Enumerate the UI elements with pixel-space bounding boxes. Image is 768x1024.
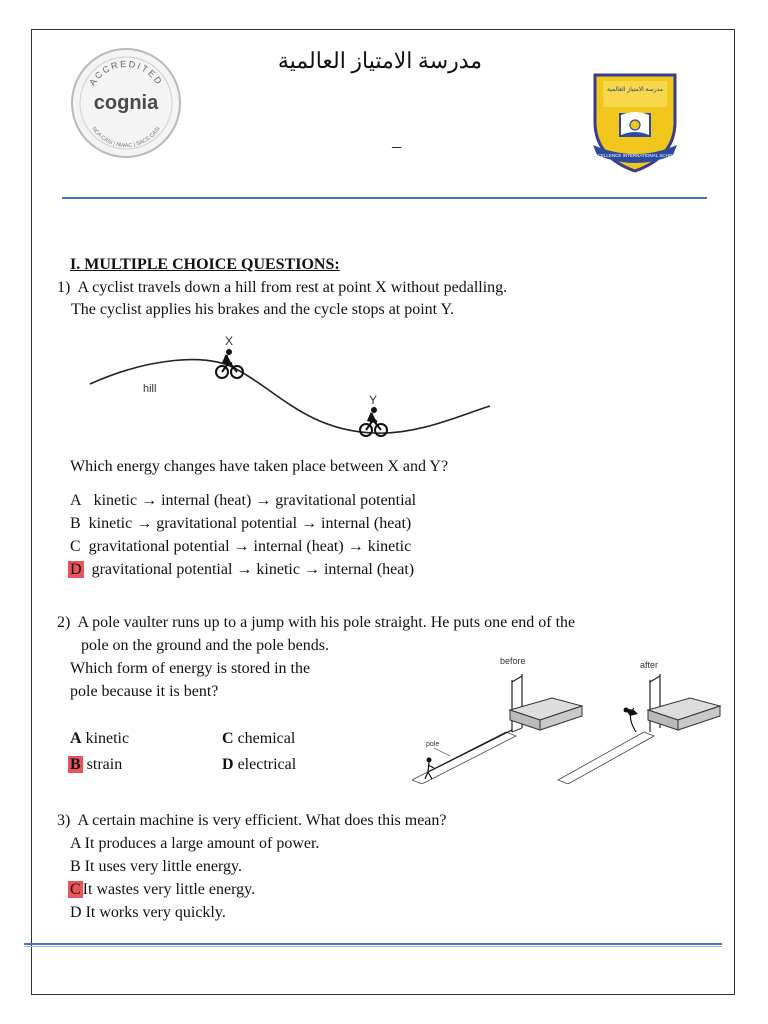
q1-option-d-letter-marked: D (70, 561, 82, 578)
q2-option-d (222, 754, 296, 776)
q2-option-d-text: electrical (237, 756, 297, 773)
q2-option-c-letter: C (222, 730, 234, 747)
crest-arabic-text: مدرسة الامتياز العالمية (606, 87, 664, 93)
before-scene (412, 674, 582, 784)
q3-number: 3) (57, 812, 71, 829)
q1-option-d-text: gravitational potential → kinetic → internal (heat) (91, 561, 415, 578)
q3-text-line1: A certain machine is very efficient. What does this mean? (77, 812, 447, 829)
header-dash: – (392, 136, 401, 156)
pole-vault-diagram (412, 652, 730, 784)
q1-option-a-letter: A (70, 492, 82, 509)
q2-line1 (57, 612, 575, 634)
footer-rule-thin (24, 946, 722, 947)
school-name-arabic: مدرسة الامتياز العالمية (277, 48, 483, 73)
q2-option-a-text: kinetic (85, 730, 130, 747)
pole-label: pole (426, 741, 440, 748)
q2-number: 2) (57, 614, 71, 631)
crest-english-text: EXCELLENCE INTERNATIONAL SCHOOL (591, 153, 679, 158)
q3-option-a (70, 833, 319, 855)
q1-option-b-text: kinetic → gravitational potential → internal (heat) (88, 515, 412, 532)
q2-option-b-text: strain (86, 756, 123, 773)
q1-option-b-letter: B (70, 515, 81, 532)
q3-option-d (70, 902, 226, 924)
q1-option-c-text: gravitational potential → internal (heat) → kinetic (88, 538, 412, 555)
cognia-accreditation-logo (70, 47, 182, 159)
hill-curve (90, 360, 490, 433)
school-crest-logo (585, 67, 685, 175)
q2-option-b-letter-marked: B (70, 756, 81, 773)
q2-option-b (68, 754, 122, 776)
before-label: before (500, 656, 526, 666)
q2-option-a (70, 728, 129, 750)
q3-option-c-letter-marked: C (70, 881, 81, 898)
q1-option-a-text: kinetic → internal (heat) → gravitational potential (93, 492, 417, 509)
q3-option-b-letter: B (70, 858, 81, 875)
q3-line1 (57, 810, 447, 832)
point-y-label: Y (369, 393, 378, 407)
q1-line2: The cyclist applies his brakes and the cycle stops at point Y. (71, 301, 455, 318)
q2-line2: pole on the ground and the pole bends. (81, 637, 329, 654)
section-heading: I. MULTIPLE CHOICE QUESTIONS: (70, 256, 340, 273)
accreditation-bodies: NCA CASI | NWAC | SACS CASI (90, 125, 162, 150)
q1-prompt: Which energy changes have taken place between X and Y? (70, 458, 449, 475)
q1-number: 1) (57, 279, 71, 296)
after-scene (558, 674, 720, 784)
q2-line4: pole because it is bent? (70, 683, 219, 700)
q3-option-a-letter: A (70, 835, 81, 852)
q2-option-d-letter: D (222, 756, 234, 773)
footer-rule (24, 943, 722, 945)
q1-option-d (68, 559, 414, 581)
cognia-brand: cognia (93, 92, 159, 114)
q1-option-c (70, 536, 411, 558)
q3-option-d-letter: D (70, 904, 82, 921)
q2-option-c (222, 728, 295, 750)
q3-option-d-text: It works very quickly. (85, 904, 226, 921)
q2-text-line1: A pole vaulter runs up to a jump with his pole straight. He puts one end of the (77, 614, 576, 631)
q1-text-line1: A cyclist travels down a hill from rest at point X without pedalling. (77, 279, 508, 296)
header-rule (62, 197, 707, 199)
q3-option-a-text: It produces a large amount of power. (84, 835, 320, 852)
q2-option-a-letter: A (70, 730, 82, 747)
q1-line1 (57, 277, 507, 299)
q1-option-b (70, 513, 411, 535)
hill-label: hill (143, 383, 157, 395)
q2-line3: Which form of energy is stored in the (70, 660, 311, 677)
accredited-text: ACCREDITED (87, 58, 165, 88)
q1-option-a (70, 490, 416, 512)
q3-option-b-text: It uses very little energy. (84, 858, 242, 875)
point-x-label: X (225, 334, 234, 348)
q3-option-b (70, 856, 242, 878)
q3-option-c-text: It wastes very little energy. (82, 881, 256, 898)
after-label: after (640, 660, 659, 670)
cyclist-hill-diagram (88, 330, 498, 442)
q3-option-c (68, 879, 255, 901)
q2-option-c-text: chemical (237, 730, 296, 747)
q1-option-c-letter: C (70, 538, 81, 555)
